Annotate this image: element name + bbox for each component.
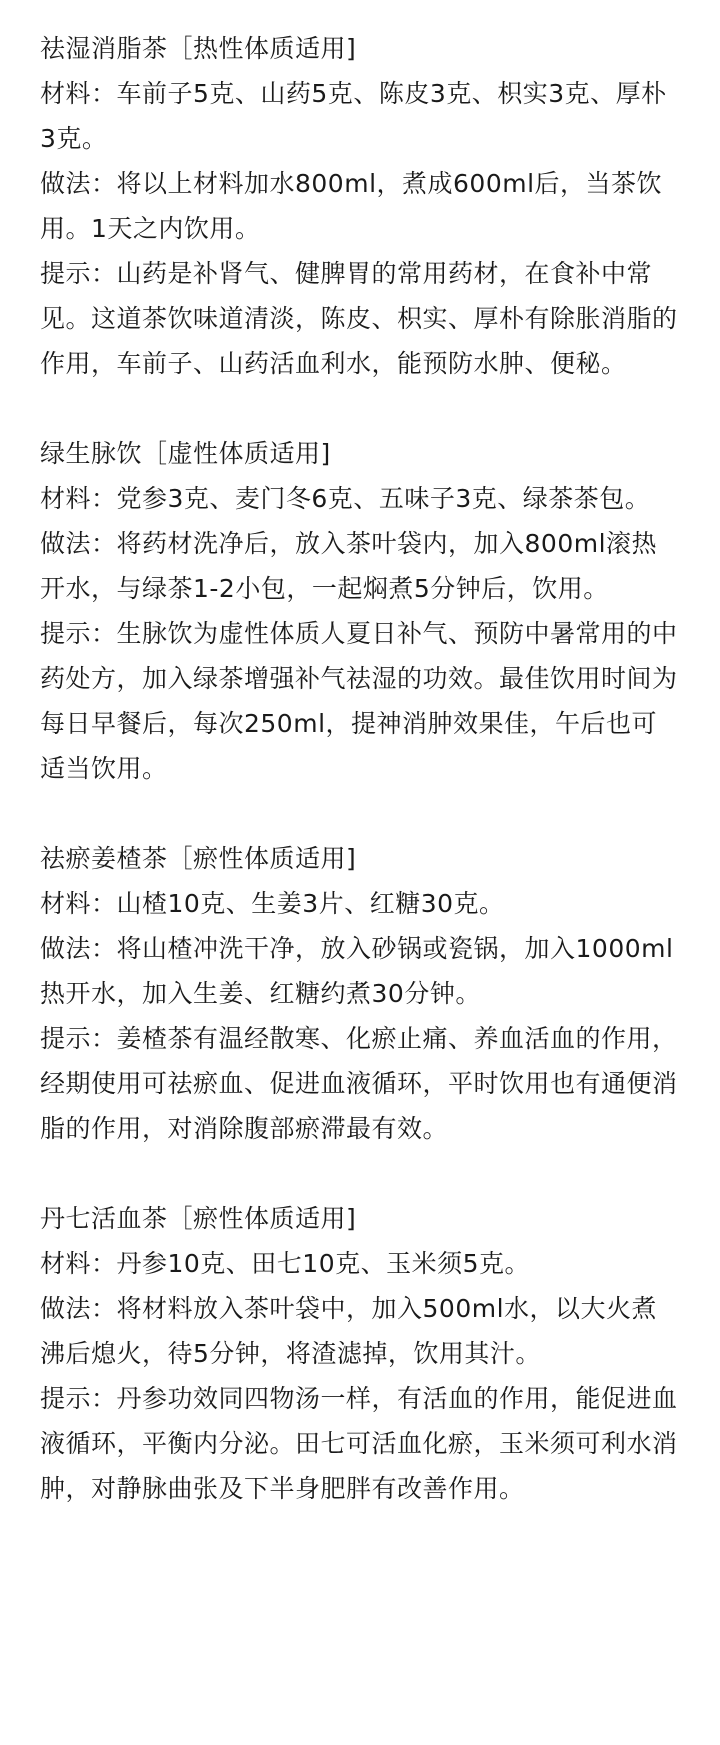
recipe-lv-shengmai-drink [40,431,680,791]
recipe-materials: 材料：党参3克、麦门冬6克、五味子3克、绿茶茶包。 [40,484,651,513]
recipe-tips: 提示：山药是补肾气、健脾胃的常用药材，在食补中常见。这道茶饮味道清淡，陈皮、枳实、厚朴有除胀消脂的作用，车前子、山药活血利水，能预防水肿、便秘。 [40,259,678,378]
recipe-method: 做法：将山楂冲洗干净，放入砂锅或瓷锅，加入1000ml热开水，加入生姜、红糖约煮30分钟。 [40,934,674,1008]
recipe-method: 做法：将材料放入茶叶袋中，加入500ml水，以大火煮沸后熄火，待5分钟，将渣滤掉，饮用其汁。 [40,1294,658,1368]
recipe-tips: 提示：姜楂茶有温经散寒、化瘀止痛、养血活血的作用，经期使用可祛瘀血、促进血液循环，平时饮用也有通便消脂的作用，对消除腹部瘀滞最有效。 [40,1024,678,1143]
recipe-method: 做法：将药材洗净后，放入茶叶袋内，加入800ml滚热开水，与绿茶1-2小包，一起焖煮5分钟后，饮用。 [40,529,658,603]
recipe-qushi-xiaozhi-tea [40,26,680,386]
recipe-tips: 提示：生脉饮为虚性体质人夏日补气、预防中暑常用的中药处方，加入绿茶增强补气祛湿的功效。最佳饮用时间为每日早餐后，每次250ml，提神消肿效果佳，午后也可适当饮用。 [40,619,678,783]
recipe-method: 做法：将以上材料加水800ml，煮成600ml后，当茶饮用。1天之内饮用。 [40,169,663,243]
recipe-danqi-huoxue-tea [40,1196,680,1511]
recipe-materials: 材料：车前子5克、山药5克、陈皮3克、枳实3克、厚朴3克。 [40,79,667,153]
recipe-materials: 材料：丹参10克、田七10克、玉米须5克。 [40,1249,531,1278]
recipe-materials: 材料：山楂10克、生姜3片、红糖30克。 [40,889,505,918]
recipe-title: 祛瘀姜楂茶［瘀性体质适用] [40,844,357,873]
recipe-title: 丹七活血茶［瘀性体质适用] [40,1204,357,1233]
recipe-tips: 提示：丹参功效同四物汤一样，有活血的作用，能促进血液循环，平衡内分泌。田七可活血化瘀，玉米须可利水消肿，对静脉曲张及下半身肥胖有改善作用。 [40,1384,678,1503]
recipe-title: 祛湿消脂茶［热性体质适用] [40,34,357,63]
recipe-title: 绿生脉饮［虚性体质适用] [40,439,331,468]
recipe-quyu-jiangzha-tea [40,836,680,1151]
